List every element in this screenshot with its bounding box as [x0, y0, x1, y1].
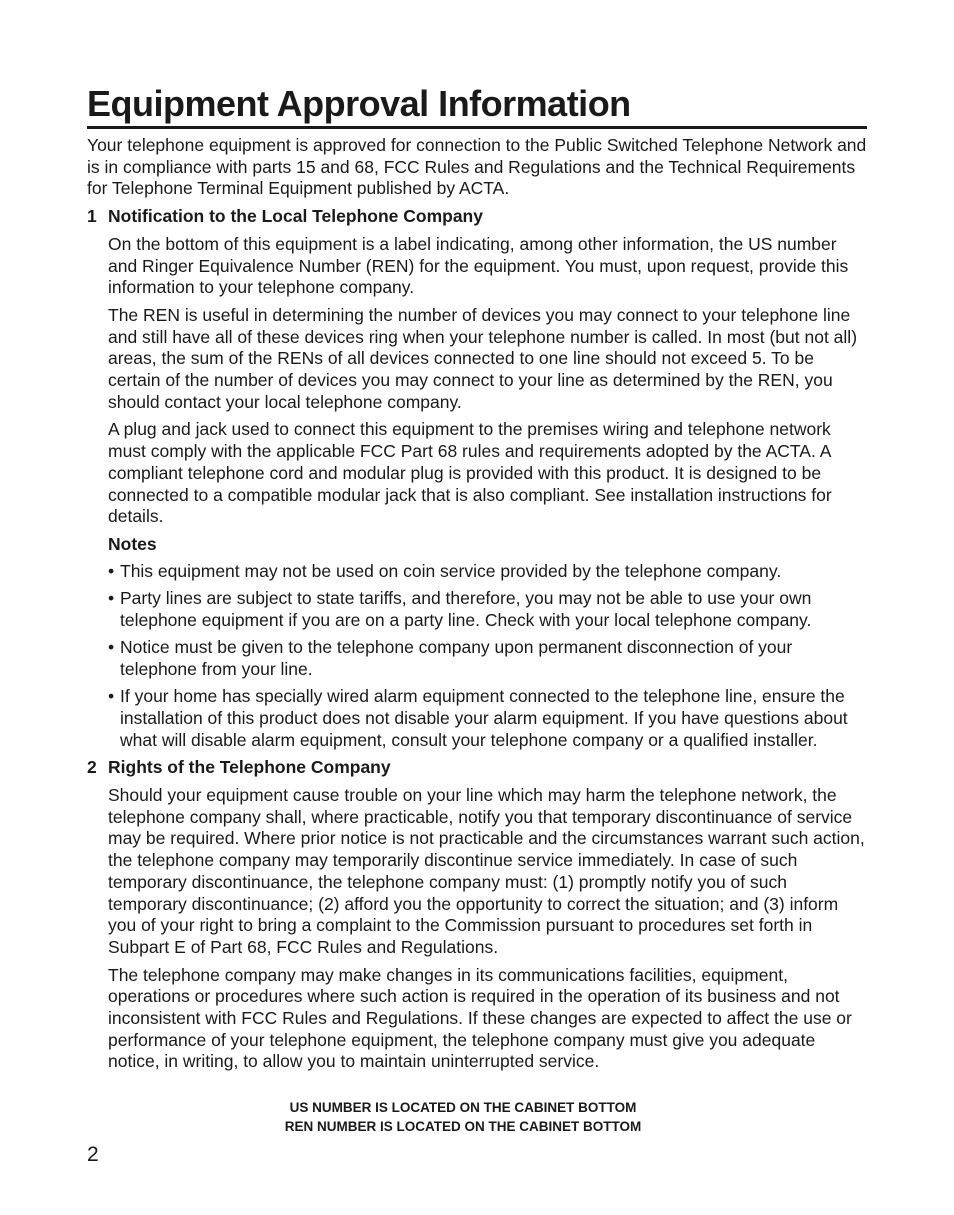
paragraph: The telephone company may make changes in its communications facilities, equipment, operations or procedures where such action is required in the operation of its business and not inconsistent with FCC Rules and Regulations. If these changes are expected to affect the use or performance of your telephone equipment, the telephone company must give you adequate notice, in writing, to allow you to maintain uninterrupted service.: [108, 964, 852, 1072]
footer-note-us-number: US NUMBER IS LOCATED ON THE CABINET BOTTOM: [289, 1100, 637, 1115]
list-item: [108, 637, 867, 680]
notes-list: [108, 561, 867, 751]
bullet-icon: •: [108, 561, 115, 582]
section-number: 2: [87, 757, 97, 778]
paragraph: The REN is useful in determining the number of devices you may connect to your telephone line and still have all of these devices ring when your telephone number is called. In most (but not all) areas, the sum of the RENs of all devices connected to one line should not exceed 5. To be certain of the number of devices you may connect to your line as determined by the REN, you should contact your local telephone company.: [108, 304, 858, 412]
paragraph: Should your equipment cause trouble on your line which may harm the telephone network, the telephone company shall, where practicable, notify you that temporary discontinuance of service may be required. Where prior notice is not practicable and the circumstances warrant such action, the telephone company may temporarily discontinue service immediately. In case of such temporary discontinuance, the telephone company must: (1) promptly notify you of such temporary discontinuance; (2) afford you the opportunity to correct the situation; and (3) inform you of your right to bring a complaint to the Commission pursuant to procedures set forth in Subpart E of Part 68, FCC Rules and Regulations.: [108, 784, 865, 957]
paragraph: On the bottom of this equipment is a label indicating, among other information, the US number and Ringer Equivalence Number (REN) for the equipment. You must, upon request, provide this information to your telephone company.: [108, 233, 849, 298]
note-text: Notice must be given to the telephone company upon permanent disconnection of your telephone from your line.: [120, 637, 793, 679]
section-title: Rights of the Telephone Company: [108, 757, 391, 778]
section-title: Notification to the Local Telephone Company: [108, 206, 483, 227]
notes-heading: Notes: [108, 533, 157, 554]
intro-paragraph: Your telephone equipment is approved for connection to the Public Switched Telephone Network and is in compliance with parts 15 and 68, FCC Rules and Regulations and the Technical Requirements for Telephone Terminal Equipment published by ACTA.: [87, 135, 867, 199]
list-item: [108, 686, 867, 751]
section-heading: [87, 757, 867, 779]
list-item: [108, 588, 867, 631]
bullet-icon: •: [108, 588, 115, 609]
page-number: 2: [87, 1143, 99, 1166]
footer-note-ren-number: REN NUMBER IS LOCATED ON THE CABINET BOTTOM: [284, 1119, 642, 1134]
list-item: [108, 561, 867, 583]
section-heading: [87, 206, 867, 228]
page-title: Equipment Approval Information: [87, 84, 867, 129]
section-body: [108, 785, 867, 1073]
section-notification: [87, 206, 867, 751]
section-rights: [87, 757, 867, 1073]
document-page: [87, 84, 867, 1073]
note-text: If your home has specially wired alarm equipment connected to the telephone line, ensure the installation of this product does not disable your alarm equipment. If you have questions about what will disable alarm equipment, consult your telephone company or a qualified installer.: [120, 686, 848, 750]
bullet-icon: •: [108, 637, 115, 658]
paragraph: A plug and jack used to connect this equipment to the premises wiring and telephone network must comply with the applicable FCC Part 68 rules and requirements adopted by the ACTA. A compliant telephone cord and modular plug is provided with this product. It is designed to be connected to a compatible modular jack that is also compliant. See installation instructions for details.: [108, 419, 832, 527]
section-body: [108, 234, 867, 751]
section-number: 1: [87, 206, 97, 227]
note-text: This equipment may not be used on coin service provided by the telephone company.: [120, 561, 782, 582]
note-text: Party lines are subject to state tariffs, and therefore, you may not be able to use your own telephone equipment if you are on a party line. Check with your local telephone company.: [120, 588, 812, 631]
bullet-icon: •: [108, 686, 115, 707]
